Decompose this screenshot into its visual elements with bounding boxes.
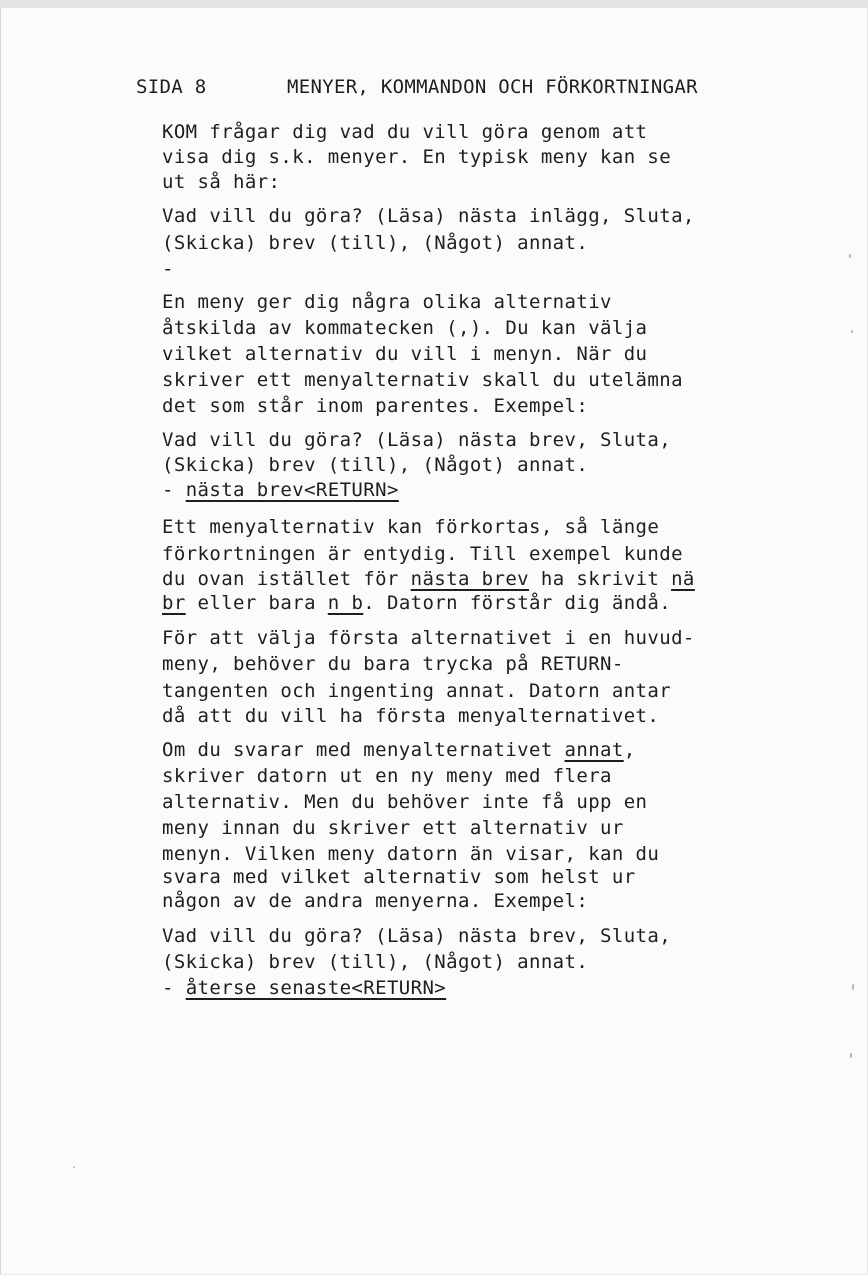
page-label: SIDA 8 <box>136 76 207 98</box>
paragraph-line: åtskilda av kommatecken (,). Du kan välja <box>162 317 648 339</box>
paragraph-line: visa dig s.k. menyer. En typisk meny kan se <box>162 146 672 168</box>
text: eller bara <box>185 592 328 614</box>
user-input: återse senaste<RETURN> <box>185 977 447 999</box>
scan-speck <box>850 1053 852 1058</box>
paragraph-line: det som står inom parentes. Exempel: <box>162 395 589 417</box>
prompt-dash: - <box>162 258 174 280</box>
paragraph-line: någon av de andra menyerna. Exempel: <box>162 890 589 912</box>
menu-example-line: (Skicka) brev (till), (Något) annat. <box>162 951 589 973</box>
paragraph-line: meny innan du skriver ett alternativ ur <box>162 817 624 839</box>
paragraph-line: En meny ger dig några olika alternativ <box>162 291 612 313</box>
paragraph-line: tangenten och ingenting annat. Datorn antar <box>162 680 672 702</box>
scan-speck <box>852 984 854 990</box>
paragraph-line: Ett menyalternativ kan förkortas, så länge <box>162 516 660 538</box>
paragraph-line: menyn. Vilken meny datorn än visar, kan du <box>162 843 660 865</box>
paragraph-line: skriver datorn ut en ny meny med flera <box>162 765 612 787</box>
paragraph-line: då att du vill ha första menyalternativet. <box>162 705 660 727</box>
underlined-example: nä <box>671 568 695 590</box>
text: Om du svarar med menyalternativet <box>162 739 565 761</box>
chapter-title: MENYER, KOMMANDON OCH FÖRKORTNINGAR <box>287 76 698 98</box>
paragraph-line: alternativ. Men du behöver inte få upp en <box>162 791 648 813</box>
paragraph-line: vilket alternativ du vill i menyn. När du <box>162 343 648 365</box>
prompt-dash: - <box>162 479 186 501</box>
scan-speck <box>73 1166 75 1168</box>
menu-example-line: Vad vill du göra? (Läsa) nästa inlägg, Sluta, <box>162 205 695 227</box>
paragraph-line: förkortningen är entydig. Till exempel kunde <box>162 543 683 565</box>
paragraph-line <box>162 568 695 590</box>
underlined-example: annat <box>564 739 624 761</box>
user-input-line <box>162 977 446 999</box>
text: . Datorn förstår dig ändå. <box>363 592 672 614</box>
paragraph-line: KOM frågar dig vad du vill göra genom att <box>162 121 648 143</box>
underlined-example: n b <box>327 592 364 614</box>
menu-example-line: (Skicka) brev (till), (Något) annat. <box>162 232 589 254</box>
text: ha skrivit <box>529 568 672 590</box>
user-input: nästa brev<RETURN> <box>185 479 399 501</box>
paragraph-line <box>162 739 636 761</box>
paragraph-line: meny, behöver du bara trycka på RETURN- <box>162 653 624 675</box>
underlined-example: nästa brev <box>410 568 530 590</box>
paragraph-line: svara med vilket alternativ som helst ur <box>162 866 636 888</box>
paragraph-line <box>162 592 671 614</box>
prompt-dash: - <box>162 977 186 999</box>
scan-speck <box>849 254 851 258</box>
menu-example-line: Vad vill du göra? (Läsa) nästa brev, Sluta, <box>162 925 672 947</box>
document-page <box>0 8 867 1274</box>
menu-example-line: (Skicka) brev (till), (Något) annat. <box>162 454 589 476</box>
paragraph-line: ut så här: <box>162 171 281 193</box>
text: du ovan istället för <box>162 568 411 590</box>
menu-example-line: Vad vill du göra? (Läsa) nästa brev, Sluta, <box>162 429 672 451</box>
paragraph-line: skriver ett menyalternativ skall du utelämna <box>162 369 683 391</box>
paragraph-line: För att välja första alternativet i en huvud- <box>162 627 695 649</box>
underlined-example: br <box>162 592 186 614</box>
scan-speck <box>851 330 853 333</box>
text: , <box>623 739 636 761</box>
scan-top-edge <box>0 0 868 8</box>
user-input-line <box>162 479 399 501</box>
